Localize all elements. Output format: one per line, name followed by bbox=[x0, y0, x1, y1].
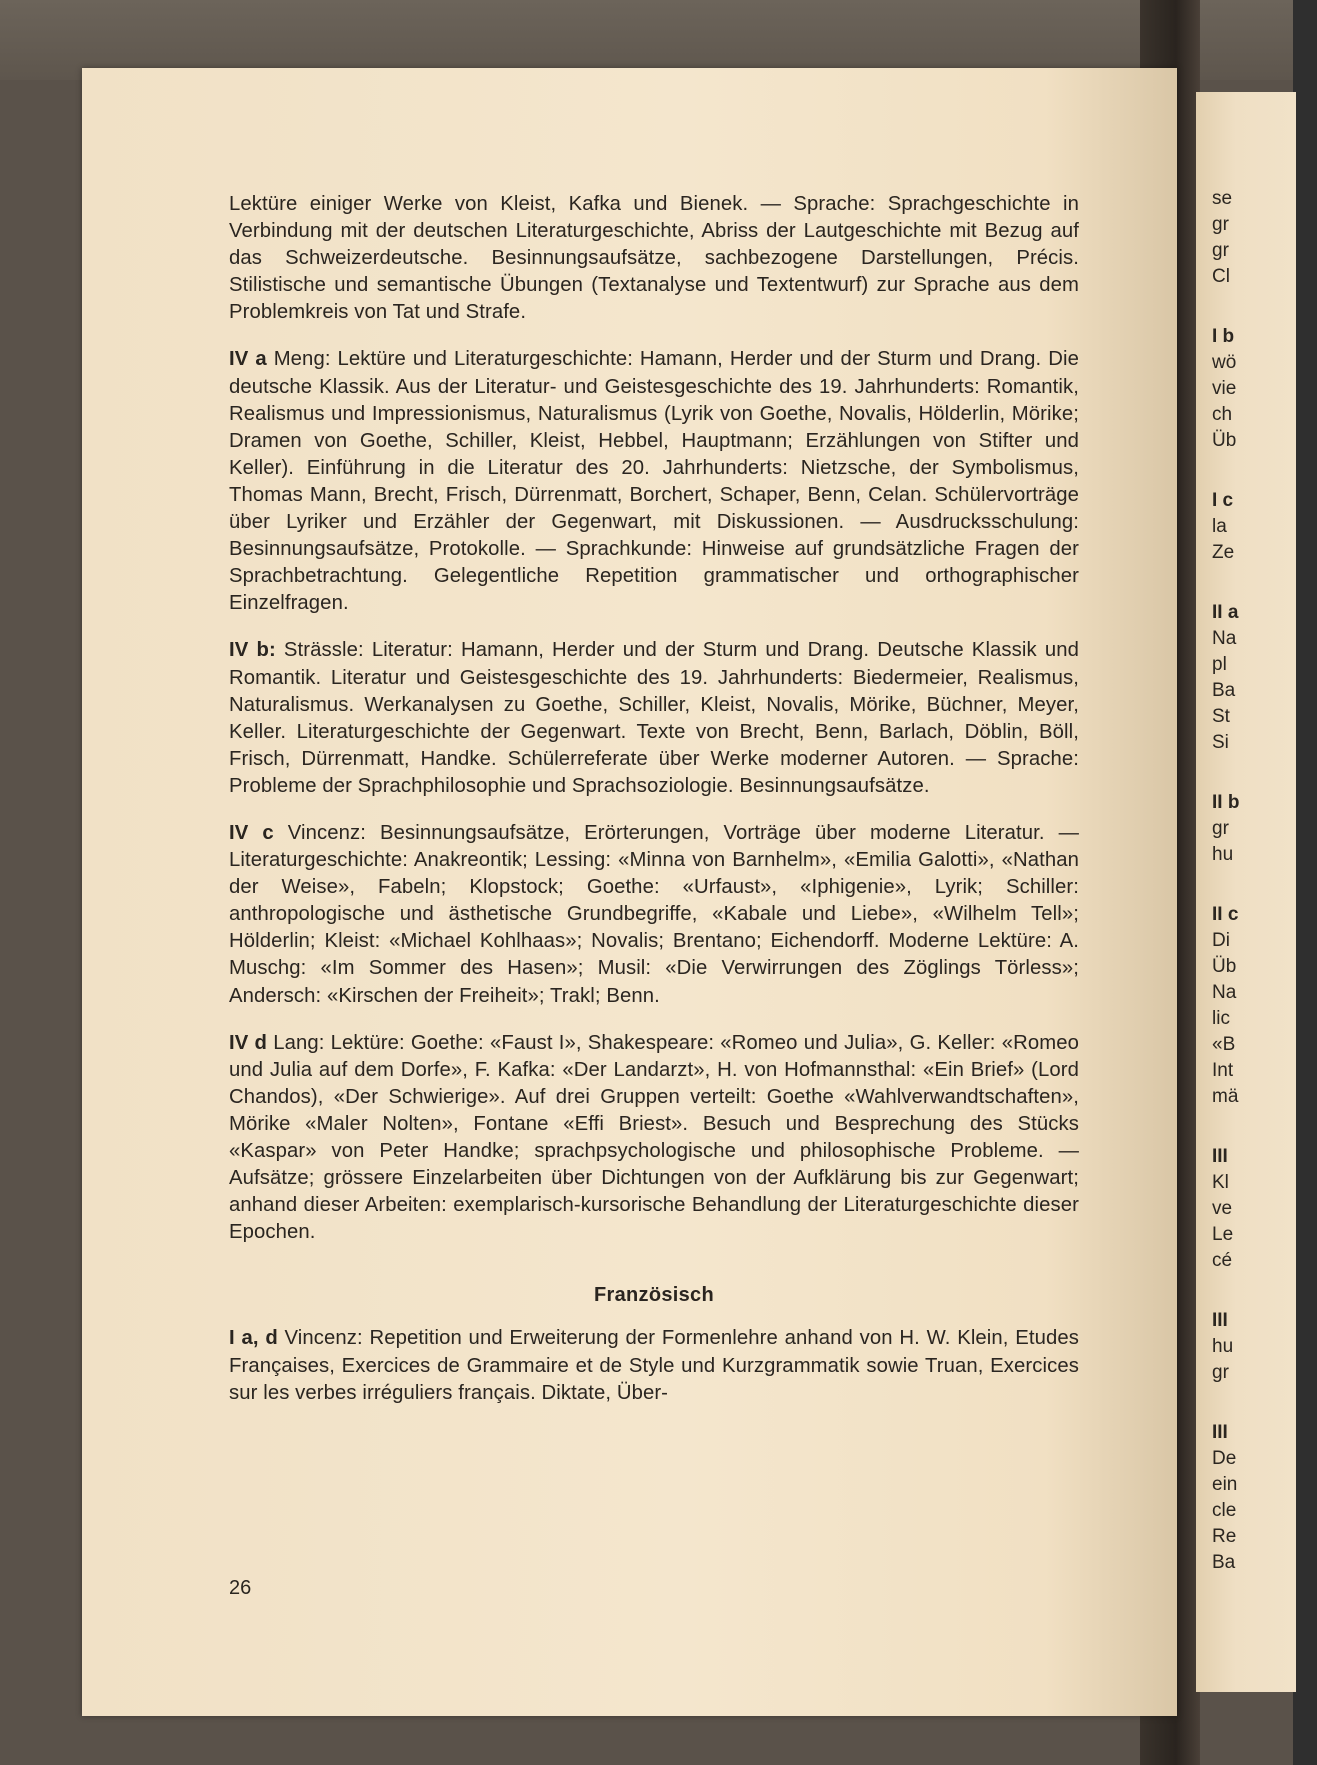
facing-text: hu bbox=[1212, 1336, 1234, 1357]
facing-text: gr bbox=[1212, 1362, 1229, 1383]
facing-text: Ba bbox=[1212, 680, 1236, 701]
page-number: 26 bbox=[229, 1577, 252, 1599]
class-label: IV a bbox=[229, 348, 274, 371]
facing-text: vie bbox=[1212, 378, 1237, 399]
facing-page-fragment bbox=[1196, 92, 1296, 1692]
paragraph-text: Vincenz: Besinnungsaufsätze, Erörterungen, Vorträge über moderne Literatur. — Literaturgeschichte: Anakreontik; Lessing: «Minna von Barnhelm», «Emilia Galotti», «Nathan der Weise», Fabeln; Klopstock; Goethe: «Urfaust», «Iphigenie», Lyrik; Schiller: anthropologische und ästhetische Grundbegriffe, «Kabale und Liebe», «Wilhelm Tell»; Hölderlin; Kleist: «Michael Kohlhaas»; Novalis; Brentano; Eichendorff. Moderne Lektüre: A. Muschg: «Im Sommer des Hasen»; Musil: «Die Verwirrungen des Zöglings Törless»; Andersch: «Kirschen der Freiheit»; Trakl; Benn. bbox=[229, 821, 1079, 1007]
paragraph-ivd bbox=[229, 1030, 1079, 1247]
facing-text: pl bbox=[1212, 654, 1227, 675]
paragraph-text: Lang: Lektüre: Goethe: «Faust I», Shakespeare: «Romeo und Julia», G. Keller: «Romeo und Julia auf dem Dorfe», F. Kafka: «Der Landarzt», H. von Hofmannsthal: «Ein Brief» (Lord Chandos), «Der Schwierige». Auf drei Gruppen verteilt: Goethe «Wahlverwandtschaften», Mörike «Maler Nolten», Fontane «Effi Briest». Besuch und Besprechung des Stücks «Kaspar» von Peter Handke; sprachpsychologische und philosophische Probleme. — Aufsätze; grössere Einzelarbeiten über Dichtungen von der Aufklärung bis zur Gegenwart; anhand dieser Arbeiten: exemplarisch-kursorische Behandlung der Literaturgeschichte dieser Epochen. bbox=[229, 1031, 1079, 1244]
facing-text: Le bbox=[1212, 1224, 1234, 1245]
facing-text: III bbox=[1212, 1310, 1228, 1331]
section-heading: Französisch bbox=[594, 1284, 714, 1307]
facing-text: wö bbox=[1212, 352, 1237, 373]
facing-text: Üb bbox=[1212, 430, 1237, 451]
facing-text: III bbox=[1212, 1422, 1228, 1443]
facing-text: ve bbox=[1212, 1198, 1233, 1219]
facing-text: II a bbox=[1212, 602, 1239, 623]
paragraph-text: Strässle: Literatur: Hamann, Herder und der Sturm und Drang. Deutsche Klassik und Romantik. Literatur und Geistesgeschichte des 19. Jahrhunderts: Biedermeier, Realismus, Naturalismus. Werkanalysen zu Goethe, Schiller, Kleist, Novalis, Mörike, Büchner, Meyer, Keller. Literaturgeschichte der Gegenwart. Texte von Brecht, Benn, Barlach, Döblin, Böll, Frisch, Dürrenmatt, Handke. Schülerreferate über Werke moderner Autoren. — Sprache: Probleme der Sprachphilosophie und Sprachsoziologie. Besinnungsaufsätze. bbox=[229, 639, 1079, 797]
facing-text: Cl bbox=[1212, 266, 1230, 287]
class-label: IV b: bbox=[229, 639, 284, 662]
class-label: I a, d bbox=[229, 1327, 285, 1350]
scan-edge bbox=[1293, 0, 1317, 1765]
facing-text: ein bbox=[1212, 1474, 1238, 1495]
facing-text: cé bbox=[1212, 1250, 1233, 1271]
facing-text: Re bbox=[1212, 1526, 1237, 1547]
facing-text: Ba bbox=[1212, 1552, 1236, 1573]
paragraph-intro bbox=[229, 191, 1079, 326]
paragraph-french-iad bbox=[229, 1325, 1079, 1406]
paragraph-text: Vincenz: Repetition und Erweiterung der Formenlehre anhand von H. W. Klein, Etudes Françaises, Exercices de Grammaire et de Style und Kurzgrammatik sowie Truan, Exercices sur les verbes irréguliers français. Diktate, Über- bbox=[229, 1327, 1079, 1404]
facing-text: Int bbox=[1212, 1060, 1234, 1081]
facing-text: II c bbox=[1212, 904, 1239, 925]
class-label: IV d bbox=[229, 1031, 274, 1054]
paragraph-text: Lektüre einiger Werke von Kleist, Kafka und Bienek. — Sprache: Sprachgeschichte in Verbindung mit der deutschen Literaturgeschichte, Abriss der Lautgeschichte mit Bezug auf das Schweizerdeutsche. Besinnungsaufsätze, sachbezogene Darstellungen, Précis. Stilistische und semantische Übungen (Textanalyse und Textentwurf) zur Sprache aus dem Problemkreis von Tat und Strafe. bbox=[229, 193, 1079, 324]
paragraph-ivc bbox=[229, 820, 1079, 1010]
facing-text: II b bbox=[1212, 792, 1240, 813]
facing-text: Si bbox=[1212, 732, 1229, 753]
facing-text: De bbox=[1212, 1448, 1237, 1469]
paragraph-iva bbox=[229, 346, 1079, 617]
facing-text: Di bbox=[1212, 930, 1230, 951]
facing-text: mä bbox=[1212, 1086, 1239, 1107]
page-body bbox=[229, 191, 1079, 1427]
facing-text: Kl bbox=[1212, 1172, 1229, 1193]
facing-text: la bbox=[1212, 516, 1227, 537]
facing-text: gr bbox=[1212, 818, 1229, 839]
facing-text: Na bbox=[1212, 982, 1237, 1003]
facing-text: ch bbox=[1212, 404, 1233, 425]
facing-text: gr bbox=[1212, 214, 1229, 235]
facing-text: I c bbox=[1212, 490, 1234, 511]
facing-text: Na bbox=[1212, 628, 1237, 649]
paragraph-ivb bbox=[229, 637, 1079, 800]
facing-text: III bbox=[1212, 1146, 1228, 1167]
facing-text: Ze bbox=[1212, 542, 1235, 563]
facing-text: I b bbox=[1212, 326, 1235, 347]
paragraph-text: Meng: Lektüre und Literaturgeschichte: Hamann, Herder und der Sturm und Drang. Die deutsche Klassik. Aus der Literatur- und Geistesgeschichte des 19. Jahrhunderts: Romantik, Realismus und Impressionismus, Naturalismus (Lyrik von Goethe, Novalis, Hölderlin, Mörike; Dramen von Goethe, Schiller, Kleist, Hebbel, Hauptmann; Erzählungen von Stifter und Keller). Einführung in die Literatur des 20. Jahrhunderts: Nietzsche, der Symbolismus, Thomas Mann, Brecht, Frisch, Dürrenmatt, Borchert, Schaper, Benn, Celan. Schülervorträge über Lyriker und Erzähler der Gegenwart, mit Diskussionen. — Ausdrucksschulung: Besinnungsaufsätze, Protokolle. — Sprachkunde: Hinweise auf grundsätzliche Fragen der Sprachbetrachtung. Gelegentliche Repetition grammatischer und orthographischer Einzelfragen. bbox=[229, 348, 1079, 615]
facing-text: se bbox=[1212, 188, 1233, 209]
class-label: IV c bbox=[229, 821, 288, 844]
facing-text: hu bbox=[1212, 844, 1234, 865]
facing-text: cle bbox=[1212, 1500, 1237, 1521]
facing-text: «B bbox=[1212, 1034, 1236, 1055]
facing-text: lic bbox=[1212, 1008, 1230, 1029]
facing-text: St bbox=[1212, 706, 1230, 727]
facing-text: gr bbox=[1212, 240, 1229, 261]
facing-text: Üb bbox=[1212, 956, 1237, 977]
